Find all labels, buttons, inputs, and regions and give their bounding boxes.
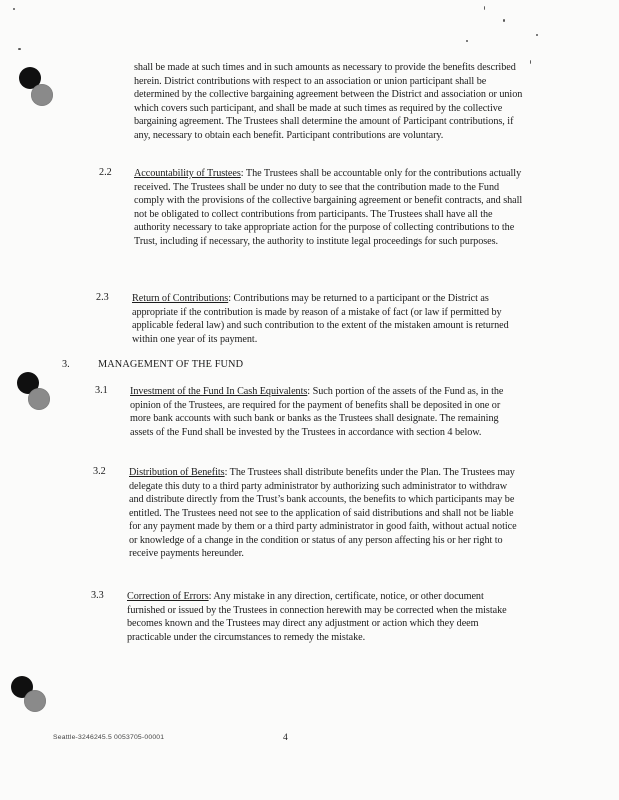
section-title: Distribution of Benefits — [129, 467, 225, 478]
scan-speck — [13, 8, 15, 10]
page-number: 4 — [283, 733, 288, 743]
section-2-2-paragraph: Accountability of Trustees: The Trustees shall be accountable only for the contributions actually received. The Trustees shall be under no duty to see that the contribution made to the Fund comply with the provisions of the collective bargaining agreement or benefit contracts, and shall not be obligated to collect contributions from participants. The Trustees shall have all the authority necessary to take appropriate action for the purpose of collecting contributions to the Trust, including if necessary, the authority to institute legal proceedings for such purposes. — [134, 168, 523, 247]
section-title: Correction of Errors — [127, 591, 209, 602]
document-id: Seattle-3246245.5 0053705-00001 — [53, 734, 165, 741]
scan-speck — [503, 19, 505, 22]
scan-speck — [466, 40, 468, 42]
section-2-3-paragraph: Return of Contributions: Contributions may be returned to a participant or the District as appropriate if the contribution is made by reason of a mistake of fact (or law if permitted by applicable federal law) and such contribution to the extent of the mistaken amount is returned within one year of its payment. — [132, 293, 509, 345]
section-3-2-paragraph: Distribution of Benefits: The Trustees shall distribute benefits under the Plan. The Trustees may delegate this duty to a third party administrator by authorizing such administrator to withdraw and distribute directly from the Trust’s bank accounts, the benefits to which participants may be entitled. The Trustees need not see to the application of said distributions and shall not be liable for any payment made by them or a third party administrator in good faith, without actual notice or knowledge of a change in the condition or status of any person affecting his or her right to receive payments hereunder. — [129, 467, 517, 560]
section-number: 2.3 — [96, 292, 109, 303]
section-number: 2.2 — [99, 167, 112, 178]
punch-hole-middle-gray — [28, 388, 50, 410]
section-title: Investment of the Fund In Cash Equivalents — [130, 386, 308, 397]
section-title: Accountability of Trustees — [134, 168, 241, 179]
section-3-3-paragraph: Correction of Errors: Any mistake in any direction, certificate, notice, or other document furnished or issued by the Trustees in connection herewith may be corrected when the mistake becomes known and the Trustees may direct any adjustment or action which they deem practicable under the circumstances to remedy the mistake. — [127, 591, 507, 643]
section-number: 3.1 — [95, 385, 108, 396]
scan-speck — [18, 48, 21, 50]
section-number: 3.3 — [91, 590, 104, 601]
scan-speck — [536, 34, 538, 36]
scan-speck — [530, 60, 531, 64]
punch-hole-top-gray — [31, 84, 53, 106]
section-number: 3. — [62, 359, 70, 370]
intro-paragraph: shall be made at such times and in such amounts as necessary to provide the benefits described herein. District contributions with respect to an association or union participant shall be determined by the collective bargaining agreement between the District and association or union which covers such participant, and shall be made at such times as required by the collective bargaining agreement. The Trustees shall determine the amount of Participant contributions, if any, necessary to obtain each benefit. Participant contributions are voluntary. — [134, 62, 523, 141]
section-number: 3.2 — [93, 466, 106, 477]
section-title: Return of Contributions — [132, 293, 229, 304]
punch-hole-bottom-gray — [24, 690, 46, 712]
section-3-1-paragraph: Investment of the Fund In Cash Equivalents: Such portion of the assets of the Fund as, in the opinion of the Trustees, are required for the payment of benefits shall be deposited in one or more bank accounts with such bank or banks as the Trustees shall designate. The remaining assets of the Fund shall be invested by the Trustees in accordance with section 4 below. — [130, 386, 504, 438]
scan-speck — [484, 6, 485, 10]
section-heading: MANAGEMENT OF THE FUND — [98, 359, 244, 370]
